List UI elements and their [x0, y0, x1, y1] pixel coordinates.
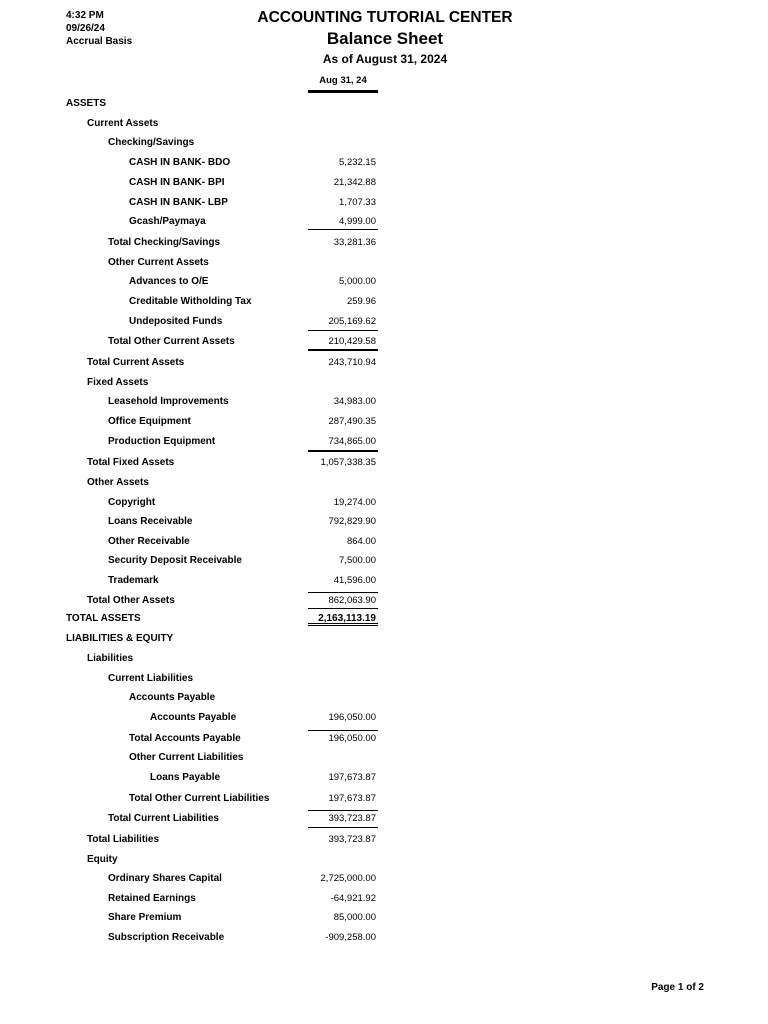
total-underline — [308, 349, 378, 351]
total-underline — [308, 827, 378, 828]
row-amount: 85,000.00 — [333, 912, 376, 923]
table-row — [0, 294, 768, 310]
section-header-row — [0, 96, 768, 112]
row-label: Copyright — [108, 497, 156, 508]
row-label: TOTAL ASSETS — [66, 613, 141, 624]
row-amount: 2,725,000.00 — [320, 873, 376, 884]
row-amount: 393,723.87 — [328, 813, 376, 824]
table-row — [0, 573, 768, 589]
section-header-row — [0, 631, 768, 647]
row-label: Loans Payable — [150, 772, 221, 783]
table-row — [0, 710, 768, 726]
row-label: Advances to O/E — [129, 276, 209, 287]
table-row — [0, 770, 768, 786]
row-label: Leasehold Improvements — [108, 396, 229, 407]
table-row — [0, 355, 768, 371]
row-label: Gcash/Paymaya — [129, 216, 206, 227]
table-row — [0, 611, 768, 627]
table-row — [0, 731, 768, 747]
row-label: Total Checking/Savings — [108, 237, 221, 248]
table-row — [0, 455, 768, 471]
section-header-row — [0, 750, 768, 766]
total-underline — [308, 810, 378, 811]
table-row — [0, 514, 768, 530]
row-label: Total Other Current Assets — [108, 336, 235, 347]
section-header-row — [0, 690, 768, 706]
row-amount: 1,057,338.35 — [320, 457, 376, 468]
row-label: LIABILITIES & EQUITY — [66, 633, 174, 644]
table-row — [0, 553, 768, 569]
table-row — [0, 314, 768, 330]
row-amount: 4,999.00 — [339, 216, 376, 227]
row-label: Total Accounts Payable — [129, 733, 241, 744]
row-label: Accounts Payable — [129, 692, 216, 703]
row-label: Other Assets — [87, 477, 149, 488]
row-amount: 5,000.00 — [339, 276, 376, 287]
company-name: ACCOUNTING TUTORIAL CENTER — [257, 9, 513, 26]
table-row — [0, 495, 768, 511]
table-row — [0, 155, 768, 171]
row-amount: 792,829.90 — [328, 516, 376, 527]
row-amount: 197,673.87 — [328, 793, 376, 804]
table-row — [0, 534, 768, 550]
row-amount: 1,707.33 — [339, 197, 376, 208]
total-underline — [308, 450, 378, 452]
table-row — [0, 811, 768, 827]
row-label: Trademark — [108, 575, 159, 586]
section-header-row — [0, 116, 768, 132]
row-label: CASH IN BANK- BPI — [129, 177, 225, 188]
report-basis: Accrual Basis — [66, 36, 133, 47]
table-row — [0, 434, 768, 450]
table-row — [0, 791, 768, 807]
row-amount: 7,500.00 — [339, 555, 376, 566]
row-amount: 393,723.87 — [328, 834, 376, 845]
report-title: Balance Sheet — [326, 29, 444, 48]
column-header-rule — [308, 90, 378, 93]
row-amount: 34,983.00 — [333, 396, 376, 407]
row-label: CASH IN BANK- LBP — [129, 197, 228, 208]
double-underline — [308, 623, 378, 626]
row-amount: 2,163,113.19 — [318, 613, 376, 624]
row-amount: 196,050.00 — [328, 712, 376, 723]
row-label: Total Liabilities — [87, 834, 160, 845]
total-underline — [308, 730, 378, 731]
row-label: Loans Receivable — [108, 516, 193, 527]
section-header-row — [0, 651, 768, 667]
row-label: Undeposited Funds — [129, 316, 223, 327]
report-date: 09/26/24 — [66, 23, 105, 34]
report-meta — [66, 9, 132, 48]
table-row — [0, 593, 768, 609]
row-label: Equity — [87, 854, 118, 865]
row-label: Production Equipment — [108, 436, 216, 447]
table-row — [0, 930, 768, 946]
row-label: Retained Earnings — [108, 893, 196, 904]
row-label: Liabilities — [87, 653, 134, 664]
row-amount: 33,281.36 — [333, 237, 376, 248]
total-underline — [308, 592, 378, 593]
section-header-row — [0, 375, 768, 391]
row-label: Accounts Payable — [150, 712, 237, 723]
total-underline — [308, 229, 378, 230]
row-amount: -64,921.92 — [330, 893, 376, 904]
row-label: Subscription Receivable — [108, 932, 225, 943]
row-label: Checking/Savings — [108, 137, 195, 148]
row-amount: 864.00 — [346, 536, 376, 547]
table-row — [0, 235, 768, 251]
row-label: Total Other Assets — [87, 595, 175, 606]
table-row — [0, 274, 768, 290]
total-underline — [308, 330, 378, 331]
section-header-row — [0, 852, 768, 868]
table-row — [0, 891, 768, 907]
row-label: Creditable Witholding Tax — [129, 296, 252, 307]
row-amount: 21,342.88 — [333, 177, 376, 188]
row-amount: -909,258.00 — [325, 932, 376, 943]
row-label: Fixed Assets — [87, 377, 149, 388]
column-header: Aug 31, 24 — [319, 75, 367, 86]
row-label: Total Fixed Assets — [87, 457, 175, 468]
row-label: Other Current Liabilities — [129, 752, 244, 763]
section-header-row — [0, 671, 768, 687]
row-amount: 5,232.15 — [339, 157, 376, 168]
table-row — [0, 871, 768, 887]
table-row — [0, 394, 768, 410]
row-label: Ordinary Shares Capital — [108, 873, 222, 884]
row-label: Security Deposit Receivable — [108, 555, 242, 566]
row-amount: 210,429.58 — [328, 336, 376, 347]
row-label: Total Current Liabilities — [108, 813, 219, 824]
section-header-row — [0, 255, 768, 271]
total-underline — [308, 608, 378, 609]
table-row — [0, 414, 768, 430]
row-label: Total Current Assets — [87, 357, 185, 368]
row-label: Other Receivable — [108, 536, 190, 547]
row-label: Current Assets — [87, 118, 159, 129]
table-row — [0, 195, 768, 211]
row-amount: 197,673.87 — [328, 772, 376, 783]
row-label: Share Premium — [108, 912, 182, 923]
row-label: Total Other Current Liabilities — [129, 793, 270, 804]
row-label: CASH IN BANK- BDO — [129, 157, 231, 168]
table-row — [0, 334, 768, 350]
section-header-row — [0, 135, 768, 151]
row-amount: 196,050.00 — [328, 733, 376, 744]
table-row — [0, 910, 768, 926]
row-label: Current Liabilities — [108, 673, 194, 684]
report-header — [200, 8, 570, 68]
table-row — [0, 832, 768, 848]
page-number: Page 1 of 2 — [651, 982, 704, 993]
row-label: ASSETS — [66, 98, 107, 109]
row-amount: 862,063.90 — [328, 595, 376, 606]
table-row — [0, 214, 768, 230]
row-amount: 205,169.62 — [328, 316, 376, 327]
report-time: 4:32 PM — [66, 10, 104, 21]
row-amount: 41,596.00 — [333, 575, 376, 586]
row-amount: 243,710.94 — [328, 357, 376, 368]
row-amount: 19,274.00 — [333, 497, 376, 508]
row-amount: 287,490.35 — [328, 416, 376, 427]
row-label: Other Current Assets — [108, 257, 209, 268]
row-amount: 734,865.00 — [328, 436, 376, 447]
table-row — [0, 175, 768, 191]
report-as-of: As of August 31, 2024 — [322, 52, 448, 66]
row-label: Office Equipment — [108, 416, 191, 427]
row-amount: 259.96 — [346, 296, 376, 307]
section-header-row — [0, 475, 768, 491]
